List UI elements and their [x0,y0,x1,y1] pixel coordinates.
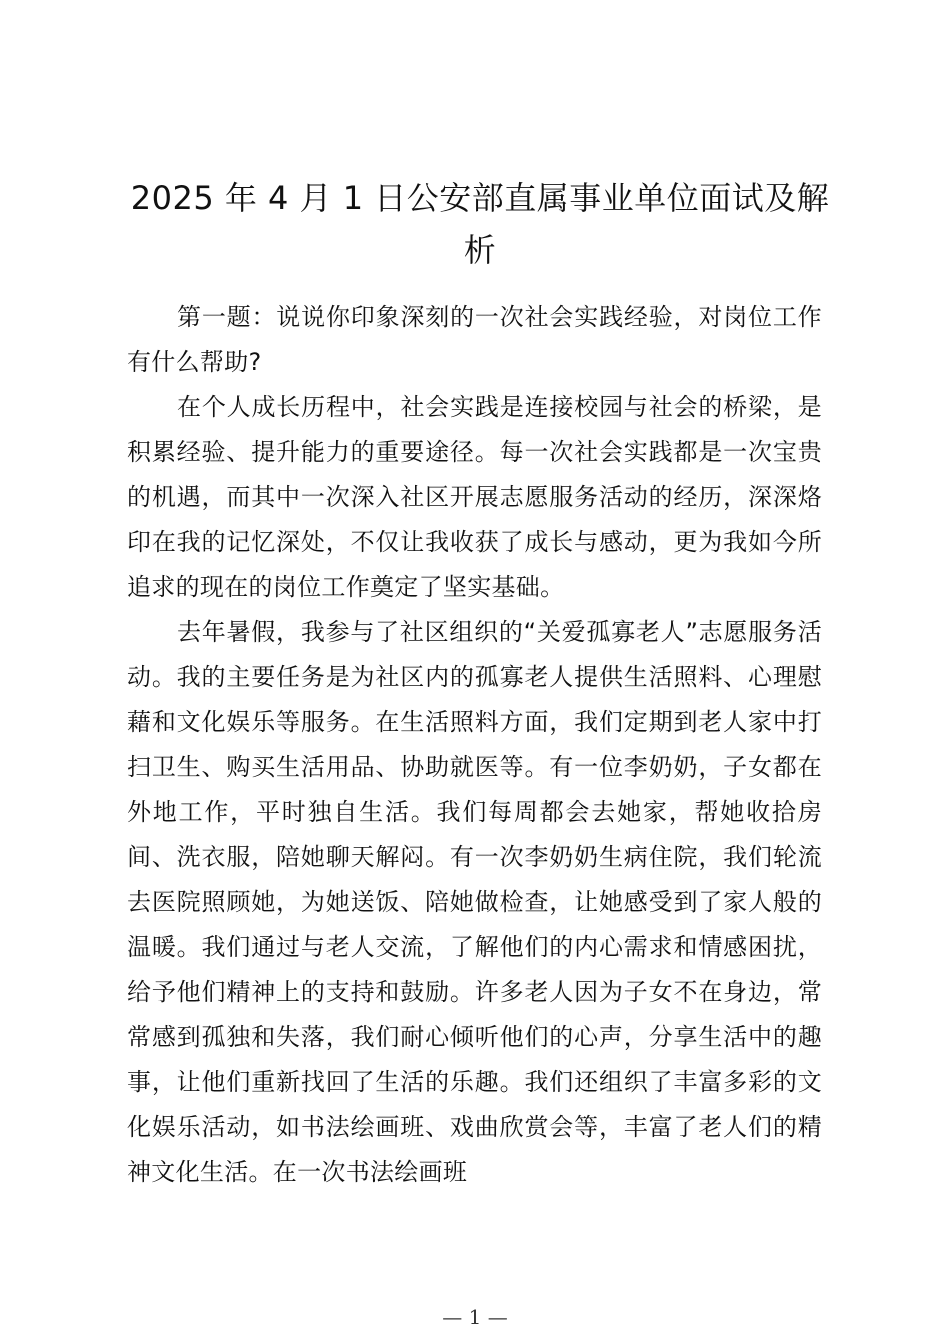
document-title: 2025 年 4 月 1 日公安部直属事业单位面试及解析 [130,179,830,269]
question-paragraph: 第一题：说说你印象深刻的一次社会实践经验，对岗位工作有什么帮助? [127,303,822,376]
body-paragraph-2: 去年暑假，我参与了社区组织的“关爱孤寡老人”志愿服务活动。我的主要任务是为社区内的孤寡老人提供生活照料、心理慰藉和文化娱乐等服务。在生活照料方面，我们定期到老人家中打扫卫生、购买生活用品、协助就医等。有一位李奶奶，子女都在外地工作，平时独自生活。我们每周都会去她家，帮她收拾房间、洗衣服，陪她聊天解闷。有一次李奶奶生病住院，我们轮流去医院照顾她，为她送饭、陪她做检查，让她感受到了家人般的温暖。我们通过与老人交流，了解他们的内心需求和情感困扰，给予他们精神上的支持和鼓励。许多老人因为子女不在身边，常常感到孤独和失落，我们耐心倾听他们的心声，分享生活中的趣事，让他们重新找回了生活的乐趣。我们还组织了丰富多彩的文化娱乐活动，如书法绘画班、戏曲欣赏会等，丰富了老人们的精神文化生活。在一次书法绘画班 [127,618,822,1186]
page-number: — 1 — [442,1305,508,1329]
document-body [127,295,822,1195]
body-paragraph-1: 在个人成长历程中，社会实践是连接校园与社会的桥梁，是积累经验、提升能力的重要途径。每一次社会实践都是一次宝贵的机遇，而其中一次深入社区开展志愿服务活动的经历，深深烙印在我的记忆深处，不仅让我收获了成长与感动，更为我如今所追求的现在的岗位工作奠定了坚实基础。 [127,393,822,601]
